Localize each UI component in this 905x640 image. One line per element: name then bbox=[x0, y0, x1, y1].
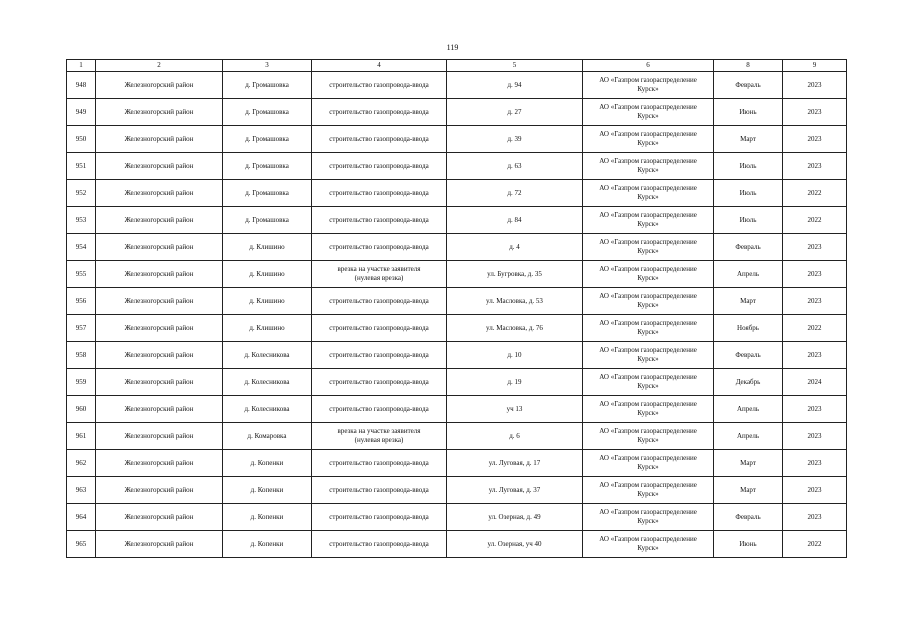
month-cell: Февраль bbox=[714, 342, 783, 369]
settlement-cell: д. Клишино bbox=[223, 315, 312, 342]
district-cell: Железногорский район bbox=[96, 531, 223, 558]
year-cell: 2023 bbox=[783, 72, 847, 99]
settlement-cell: д. Громашовка bbox=[223, 153, 312, 180]
row-number: 958 bbox=[67, 342, 96, 369]
work-type-cell: строительство газопровода-ввода bbox=[312, 99, 447, 126]
organization-cell: АО «Газпром газораспределение Курск» bbox=[583, 126, 714, 153]
organization-cell: АО «Газпром газораспределение Курск» bbox=[583, 369, 714, 396]
table-row bbox=[67, 180, 847, 207]
work-type-cell: строительство газопровода-ввода bbox=[312, 531, 447, 558]
settlement-cell: д. Копенки bbox=[223, 531, 312, 558]
organization-cell: АО «Газпром газораспределение Курск» bbox=[583, 504, 714, 531]
month-cell: Апрель bbox=[714, 423, 783, 450]
district-cell: Железногорский район bbox=[96, 450, 223, 477]
column-header: 2 bbox=[96, 60, 223, 72]
table-row bbox=[67, 423, 847, 450]
year-cell: 2023 bbox=[783, 261, 847, 288]
row-number: 956 bbox=[67, 288, 96, 315]
month-cell: Июль bbox=[714, 153, 783, 180]
month-cell: Июнь bbox=[714, 99, 783, 126]
organization-cell: АО «Газпром газораспределение Курск» bbox=[583, 72, 714, 99]
year-cell: 2023 bbox=[783, 234, 847, 261]
settlement-cell: д. Громашовка bbox=[223, 72, 312, 99]
row-number: 950 bbox=[67, 126, 96, 153]
organization-cell: АО «Газпром газораспределение Курск» bbox=[583, 153, 714, 180]
row-number: 959 bbox=[67, 369, 96, 396]
year-cell: 2022 bbox=[783, 180, 847, 207]
work-type-cell: строительство газопровода-ввода bbox=[312, 396, 447, 423]
address-cell: д. 63 bbox=[447, 153, 583, 180]
district-cell: Железногорский район bbox=[96, 207, 223, 234]
address-cell: ул. Луговая, д. 17 bbox=[447, 450, 583, 477]
row-number: 965 bbox=[67, 531, 96, 558]
organization-cell: АО «Газпром газораспределение Курск» bbox=[583, 207, 714, 234]
organization-cell: АО «Газпром газораспределение Курск» bbox=[583, 423, 714, 450]
header-row bbox=[67, 60, 847, 72]
column-header: 1 bbox=[67, 60, 96, 72]
address-cell: д. 19 bbox=[447, 369, 583, 396]
row-number: 949 bbox=[67, 99, 96, 126]
table-row bbox=[67, 396, 847, 423]
year-cell: 2023 bbox=[783, 450, 847, 477]
district-cell: Железногорский район bbox=[96, 261, 223, 288]
month-cell: Июнь bbox=[714, 531, 783, 558]
settlement-cell: д. Громашовка bbox=[223, 99, 312, 126]
work-type-cell: строительство газопровода-ввода bbox=[312, 288, 447, 315]
organization-cell: АО «Газпром газораспределение Курск» bbox=[583, 234, 714, 261]
year-cell: 2023 bbox=[783, 423, 847, 450]
district-cell: Железногорский район bbox=[96, 99, 223, 126]
settlement-cell: д. Клишино bbox=[223, 234, 312, 261]
row-number: 955 bbox=[67, 261, 96, 288]
table-row bbox=[67, 153, 847, 180]
organization-cell: АО «Газпром газораспределение Курск» bbox=[583, 450, 714, 477]
year-cell: 2023 bbox=[783, 153, 847, 180]
organization-cell: АО «Газпром газораспределение Курск» bbox=[583, 99, 714, 126]
column-header: 3 bbox=[223, 60, 312, 72]
column-header: 6 bbox=[583, 60, 714, 72]
district-cell: Железногорский район bbox=[96, 153, 223, 180]
row-number: 964 bbox=[67, 504, 96, 531]
month-cell: Апрель bbox=[714, 261, 783, 288]
address-cell: ул. Луговая, д. 37 bbox=[447, 477, 583, 504]
settlement-cell: д. Колесникова bbox=[223, 396, 312, 423]
year-cell: 2023 bbox=[783, 342, 847, 369]
month-cell: Июль bbox=[714, 180, 783, 207]
district-cell: Железногорский район bbox=[96, 369, 223, 396]
month-cell: Март bbox=[714, 288, 783, 315]
address-cell: д. 72 bbox=[447, 180, 583, 207]
work-type-cell: строительство газопровода-ввода bbox=[312, 342, 447, 369]
work-type-cell: строительство газопровода-ввода bbox=[312, 207, 447, 234]
settlement-cell: д. Клишино bbox=[223, 261, 312, 288]
settlement-cell: д. Колесникова bbox=[223, 369, 312, 396]
address-cell: д. 94 bbox=[447, 72, 583, 99]
row-number: 961 bbox=[67, 423, 96, 450]
page-number: 119 bbox=[446, 43, 459, 52]
settlement-cell: д. Копенки bbox=[223, 477, 312, 504]
district-cell: Железногорский район bbox=[96, 180, 223, 207]
work-type-cell: строительство газопровода-ввода bbox=[312, 504, 447, 531]
month-cell: Июль bbox=[714, 207, 783, 234]
row-number: 963 bbox=[67, 477, 96, 504]
organization-cell: АО «Газпром газораспределение Курск» bbox=[583, 180, 714, 207]
address-cell: ул. Масловка, д. 53 bbox=[447, 288, 583, 315]
month-cell: Март bbox=[714, 477, 783, 504]
row-number: 952 bbox=[67, 180, 96, 207]
month-cell: Апрель bbox=[714, 396, 783, 423]
address-cell: ул. Масловка, д. 76 bbox=[447, 315, 583, 342]
row-number: 954 bbox=[67, 234, 96, 261]
district-cell: Железногорский район bbox=[96, 423, 223, 450]
organization-cell: АО «Газпром газораспределение Курск» bbox=[583, 477, 714, 504]
month-cell: Февраль bbox=[714, 72, 783, 99]
work-type-cell: строительство газопровода-ввода bbox=[312, 369, 447, 396]
address-cell: д. 10 bbox=[447, 342, 583, 369]
row-number: 960 bbox=[67, 396, 96, 423]
address-cell: уч 13 bbox=[447, 396, 583, 423]
table-row bbox=[67, 207, 847, 234]
table-row bbox=[67, 234, 847, 261]
month-cell: Март bbox=[714, 450, 783, 477]
address-cell: ул. Озерная, уч 40 bbox=[447, 531, 583, 558]
work-type-cell: строительство газопровода-ввода bbox=[312, 180, 447, 207]
column-header: 8 bbox=[714, 60, 783, 72]
table-row bbox=[67, 261, 847, 288]
settlement-cell: д. Громашовка bbox=[223, 207, 312, 234]
year-cell: 2022 bbox=[783, 207, 847, 234]
year-cell: 2023 bbox=[783, 288, 847, 315]
address-cell: ул. Озерная, д. 49 bbox=[447, 504, 583, 531]
year-cell: 2023 bbox=[783, 99, 847, 126]
work-type-cell: строительство газопровода-ввода bbox=[312, 126, 447, 153]
column-header: 4 bbox=[312, 60, 447, 72]
work-type-cell: врезка на участке заявителя (нулевая врезка) bbox=[312, 261, 447, 288]
row-number: 962 bbox=[67, 450, 96, 477]
district-cell: Железногорский район bbox=[96, 342, 223, 369]
table-row bbox=[67, 288, 847, 315]
address-cell: д. 6 bbox=[447, 423, 583, 450]
table-row bbox=[67, 99, 847, 126]
table-row bbox=[67, 531, 847, 558]
district-cell: Железногорский район bbox=[96, 288, 223, 315]
year-cell: 2022 bbox=[783, 531, 847, 558]
work-type-cell: строительство газопровода-ввода bbox=[312, 450, 447, 477]
settlement-cell: д. Клишино bbox=[223, 288, 312, 315]
organization-cell: АО «Газпром газораспределение Курск» bbox=[583, 261, 714, 288]
settlement-cell: д. Копенки bbox=[223, 450, 312, 477]
organization-cell: АО «Газпром газораспределение Курск» bbox=[583, 531, 714, 558]
row-number: 953 bbox=[67, 207, 96, 234]
address-cell: д. 27 bbox=[447, 99, 583, 126]
table-row bbox=[67, 504, 847, 531]
district-cell: Железногорский район bbox=[96, 72, 223, 99]
gasification-table bbox=[66, 59, 847, 558]
month-cell: Декабрь bbox=[714, 369, 783, 396]
table-row bbox=[67, 126, 847, 153]
organization-cell: АО «Газпром газораспределение Курск» bbox=[583, 396, 714, 423]
year-cell: 2023 bbox=[783, 504, 847, 531]
settlement-cell: д. Громашовка bbox=[223, 180, 312, 207]
organization-cell: АО «Газпром газораспределение Курск» bbox=[583, 315, 714, 342]
work-type-cell: строительство газопровода-ввода bbox=[312, 315, 447, 342]
work-type-cell: строительство газопровода-ввода bbox=[312, 72, 447, 99]
settlement-cell: д. Колесникова bbox=[223, 342, 312, 369]
address-cell: ул. Бугровка, д. 35 bbox=[447, 261, 583, 288]
address-cell: д. 84 bbox=[447, 207, 583, 234]
table-row bbox=[67, 369, 847, 396]
work-type-cell: врезка на участке заявителя (нулевая врезка) bbox=[312, 423, 447, 450]
year-cell: 2024 bbox=[783, 369, 847, 396]
row-number: 957 bbox=[67, 315, 96, 342]
district-cell: Железногорский район bbox=[96, 504, 223, 531]
row-number: 951 bbox=[67, 153, 96, 180]
month-cell: Март bbox=[714, 126, 783, 153]
year-cell: 2023 bbox=[783, 126, 847, 153]
district-cell: Железногорский район bbox=[96, 477, 223, 504]
column-header: 9 bbox=[783, 60, 847, 72]
address-cell: д. 39 bbox=[447, 126, 583, 153]
table-row bbox=[67, 72, 847, 99]
district-cell: Железногорский район bbox=[96, 234, 223, 261]
work-type-cell: строительство газопровода-ввода bbox=[312, 477, 447, 504]
column-header: 5 bbox=[447, 60, 583, 72]
table-row bbox=[67, 315, 847, 342]
organization-cell: АО «Газпром газораспределение Курск» bbox=[583, 288, 714, 315]
table-row bbox=[67, 477, 847, 504]
settlement-cell: д. Копенки bbox=[223, 504, 312, 531]
work-type-cell: строительство газопровода-ввода bbox=[312, 234, 447, 261]
settlement-cell: д. Громашовка bbox=[223, 126, 312, 153]
district-cell: Железногорский район bbox=[96, 126, 223, 153]
year-cell: 2023 bbox=[783, 396, 847, 423]
row-number: 948 bbox=[67, 72, 96, 99]
month-cell: Февраль bbox=[714, 504, 783, 531]
year-cell: 2022 bbox=[783, 315, 847, 342]
address-cell: д. 4 bbox=[447, 234, 583, 261]
district-cell: Железногорский район bbox=[96, 315, 223, 342]
month-cell: Февраль bbox=[714, 234, 783, 261]
work-type-cell: строительство газопровода-ввода bbox=[312, 153, 447, 180]
year-cell: 2023 bbox=[783, 477, 847, 504]
month-cell: Ноябрь bbox=[714, 315, 783, 342]
settlement-cell: д. Комаровка bbox=[223, 423, 312, 450]
table-row bbox=[67, 450, 847, 477]
organization-cell: АО «Газпром газораспределение Курск» bbox=[583, 342, 714, 369]
district-cell: Железногорский район bbox=[96, 396, 223, 423]
table-row bbox=[67, 342, 847, 369]
